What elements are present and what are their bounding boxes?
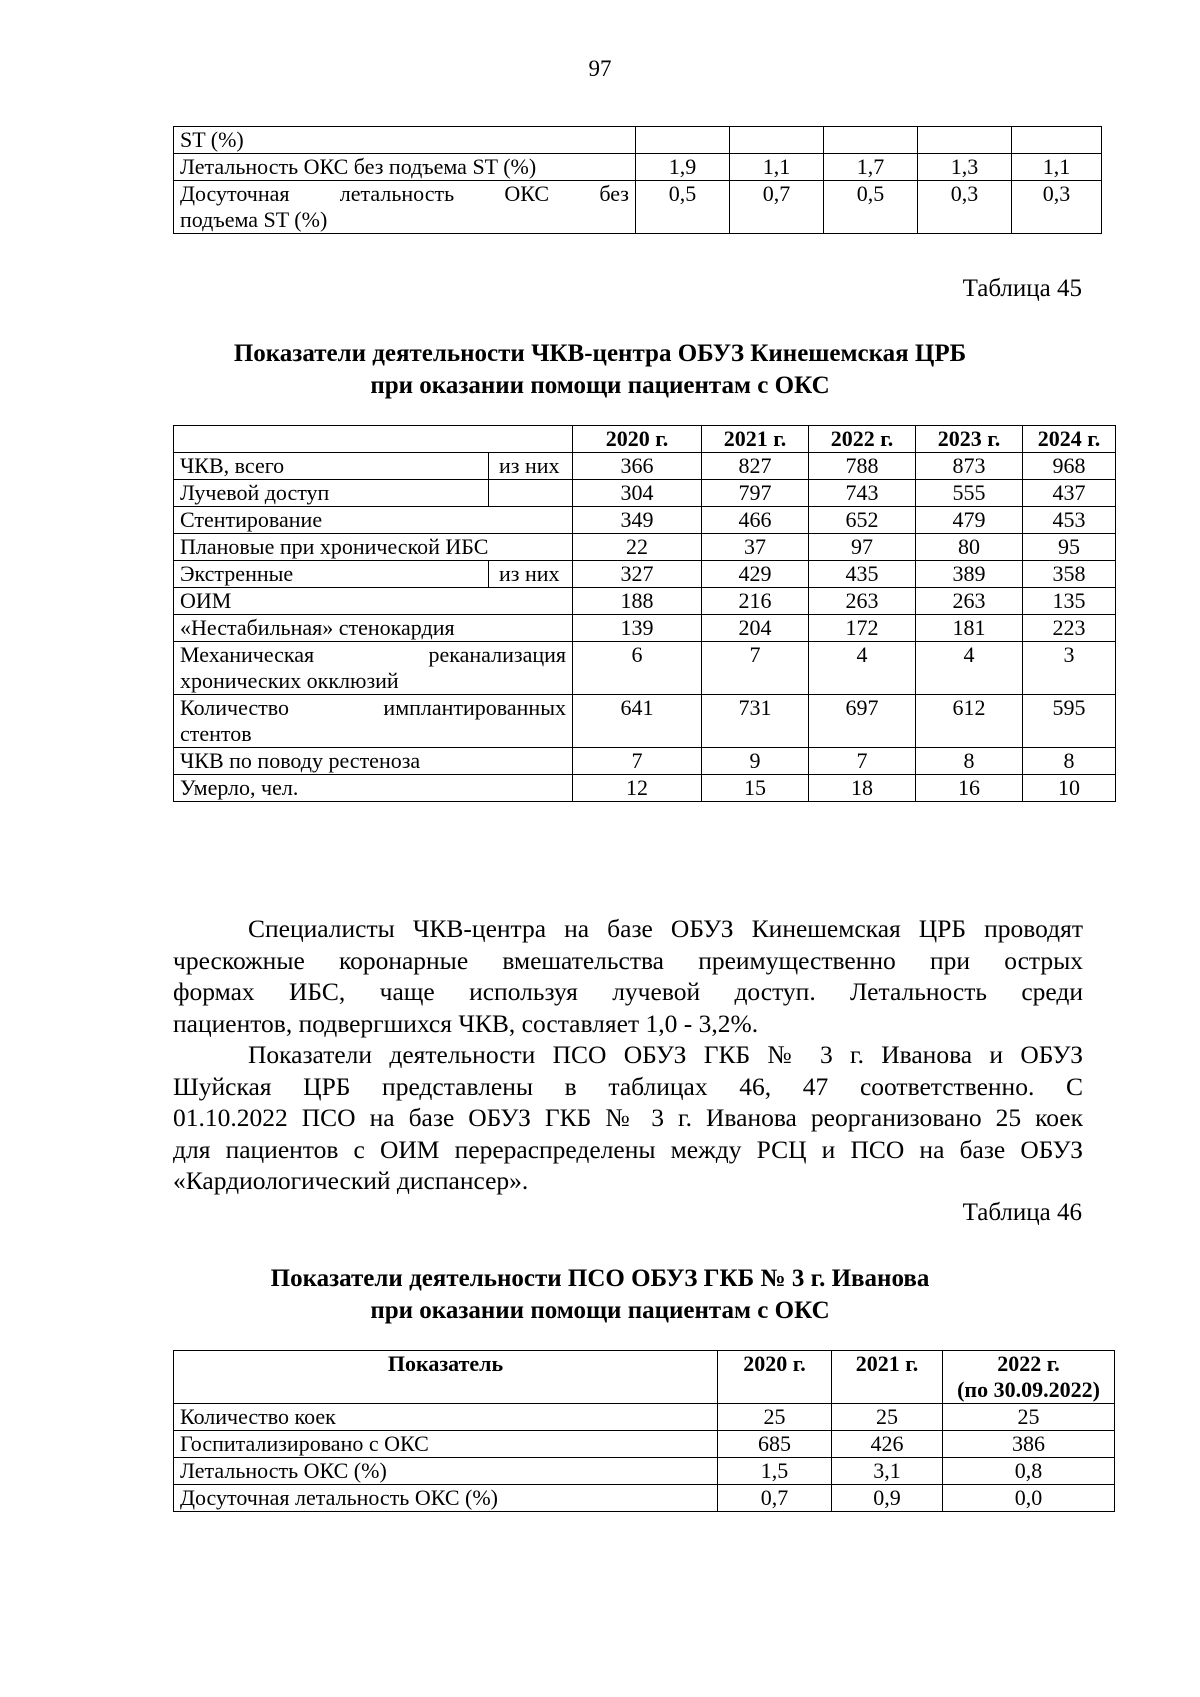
cell	[636, 127, 730, 154]
row-label: Плановые при хронической ИБС	[174, 534, 573, 561]
cell: 6	[573, 642, 702, 695]
row-label: Стентирование	[174, 507, 573, 534]
cell: 429	[702, 561, 809, 588]
table-row	[174, 588, 1116, 615]
header-year: 2023 г.	[916, 426, 1023, 453]
cell: 25	[943, 1404, 1115, 1431]
cell: 437	[1023, 480, 1116, 507]
cell: 0,3	[918, 181, 1012, 234]
cell: 7	[573, 748, 702, 775]
cell: 1,9	[636, 154, 730, 181]
cell: 172	[809, 615, 916, 642]
row-label: ST (%)	[174, 127, 636, 154]
cell: 223	[1023, 615, 1116, 642]
table-caption: Таблица 46	[962, 1199, 1082, 1226]
cell: 22	[573, 534, 702, 561]
cell: 8	[1023, 748, 1116, 775]
cell: 0,0	[943, 1485, 1115, 1512]
cell: 304	[573, 480, 702, 507]
cell: 788	[809, 453, 916, 480]
table-title: Показатели деятельности ПСО ОБУЗ ГКБ № 3 г. Иванова при оказании помощи пациентам с ОКС	[270, 1265, 930, 1324]
table-row	[174, 642, 1116, 695]
table-row	[174, 695, 1116, 748]
cell: 327	[573, 561, 702, 588]
cell: 263	[809, 588, 916, 615]
cell: 968	[1023, 453, 1116, 480]
row-sublabel: из них	[489, 453, 573, 480]
table-row	[174, 1458, 1115, 1485]
table-title: Показатели деятельности ЧКВ-центра ОБУЗ Кинешемская ЦРБ при оказании помощи пациентам с ОКС	[233, 340, 967, 399]
cell: 1,1	[730, 154, 824, 181]
cell: 366	[573, 453, 702, 480]
cell: 15	[702, 775, 809, 802]
cell: 386	[943, 1431, 1115, 1458]
cell: 612	[916, 695, 1023, 748]
page-number: 97	[588, 56, 612, 81]
table-header-row	[174, 426, 1116, 453]
cell: 0,7	[730, 181, 824, 234]
cell: 873	[916, 453, 1023, 480]
row-label: ЧКВ, всего	[174, 453, 489, 480]
row-label: Лучевой доступ	[174, 480, 489, 507]
body-text	[173, 913, 1083, 1197]
cell: 1,1	[1012, 154, 1102, 181]
table-row	[174, 127, 1102, 154]
cell: 466	[702, 507, 809, 534]
cell: 453	[1023, 507, 1116, 534]
cell: 188	[573, 588, 702, 615]
cell: 697	[809, 695, 916, 748]
cell: 8	[916, 748, 1023, 775]
paragraph: Показатели деятельности ПСО ОБУЗ ГКБ № 3 г. Иванова и ОБУЗ Шуйская ЦРБ представлены в таблицах 46, 47 соответственно. С 01.10.2022 ПСО на базе ОБУЗ ГКБ № 3 г. Иванова реорганизовано 25 коек для пациентов с ОИМ перераспределены между РСЦ и ПСО на базе ОБУЗ «Кардиологический диспансер».	[173, 1040, 1083, 1195]
header-year: 2022 г. (по 30.09.2022)	[943, 1351, 1115, 1404]
cell: 216	[702, 588, 809, 615]
cell: 4	[916, 642, 1023, 695]
cell: 797	[702, 480, 809, 507]
cell: 652	[809, 507, 916, 534]
cell: 18	[809, 775, 916, 802]
cell	[824, 127, 918, 154]
paragraph: Специалисты ЧКВ-центра на базе ОБУЗ Кинешемская ЦРБ проводят чрескожные коронарные вмешательства преимущественно при острых формах ИБС, чаще используя лучевой доступ. Летальность среди пациентов, подвергшихся ЧКВ, составляет 1,0 - 3,2%.	[173, 914, 1083, 1038]
cell: 12	[573, 775, 702, 802]
table-row	[174, 154, 1102, 181]
cell: 1,7	[824, 154, 918, 181]
cell: 555	[916, 480, 1023, 507]
table-row	[174, 1404, 1115, 1431]
cell: 7	[809, 748, 916, 775]
cell: 827	[702, 453, 809, 480]
cell: 426	[832, 1431, 943, 1458]
cell: 10	[1023, 775, 1116, 802]
header-year: 2021 г.	[832, 1351, 943, 1404]
cell	[730, 127, 824, 154]
cell: 3,1	[832, 1458, 943, 1485]
cell: 7	[702, 642, 809, 695]
cell: 0,7	[718, 1485, 832, 1512]
table-row	[174, 507, 1116, 534]
row-label: Количество имплантированных стентов	[174, 695, 573, 748]
table-continuation	[173, 126, 1102, 234]
table-row	[174, 181, 1102, 234]
cell: 4	[809, 642, 916, 695]
table-header-row	[174, 1351, 1115, 1404]
table-row	[174, 1485, 1115, 1512]
cell: 0,5	[636, 181, 730, 234]
cell: 9	[702, 748, 809, 775]
cell: 641	[573, 695, 702, 748]
table-46	[173, 1350, 1115, 1512]
cell: 80	[916, 534, 1023, 561]
cell: 0,8	[943, 1458, 1115, 1485]
cell: 1,3	[918, 154, 1012, 181]
cell: 204	[702, 615, 809, 642]
header-year: 2021 г.	[702, 426, 809, 453]
row-label: Досуточная летальность ОКС (%)	[174, 1485, 718, 1512]
row-label: «Нестабильная» стенокардия	[174, 615, 573, 642]
row-label: Экстренные	[174, 561, 489, 588]
cell: 97	[809, 534, 916, 561]
cell: 3	[1023, 642, 1116, 695]
cell: 0,9	[832, 1485, 943, 1512]
cell: 358	[1023, 561, 1116, 588]
table-row	[174, 615, 1116, 642]
cell: 349	[573, 507, 702, 534]
cell: 25	[718, 1404, 832, 1431]
cell: 595	[1023, 695, 1116, 748]
cell: 0,5	[824, 181, 918, 234]
header-year: 2020 г.	[573, 426, 702, 453]
table-row	[174, 561, 1116, 588]
cell: 743	[809, 480, 916, 507]
row-label: Досуточная летальность ОКС без подъема ST (%)	[174, 181, 636, 234]
cell	[1012, 127, 1102, 154]
row-label: Умерло, чел.	[174, 775, 573, 802]
row-sublabel	[489, 480, 573, 507]
cell: 181	[916, 615, 1023, 642]
cell: 731	[702, 695, 809, 748]
header-year: 2020 г.	[718, 1351, 832, 1404]
row-label: Летальность ОКС (%)	[174, 1458, 718, 1485]
table-row	[174, 534, 1116, 561]
header-year: 2022 г.	[809, 426, 916, 453]
row-label: Госпитализировано с ОКС	[174, 1431, 718, 1458]
table-row	[174, 748, 1116, 775]
table-caption: Таблица 45	[962, 275, 1082, 302]
row-label: ЧКВ по поводу рестеноза	[174, 748, 573, 775]
row-sublabel: из них	[489, 561, 573, 588]
cell: 139	[573, 615, 702, 642]
cell: 685	[718, 1431, 832, 1458]
row-label: Летальность ОКС без подъема ST (%)	[174, 154, 636, 181]
header-empty	[174, 426, 573, 453]
cell: 135	[1023, 588, 1116, 615]
table-row	[174, 1431, 1115, 1458]
table-row	[174, 775, 1116, 802]
table-45	[173, 425, 1116, 802]
cell: 37	[702, 534, 809, 561]
cell	[918, 127, 1012, 154]
header-year: 2024 г.	[1023, 426, 1116, 453]
cell: 16	[916, 775, 1023, 802]
cell: 479	[916, 507, 1023, 534]
row-label: ОИМ	[174, 588, 573, 615]
cell: 95	[1023, 534, 1116, 561]
row-label: Количество коек	[174, 1404, 718, 1431]
cell: 263	[916, 588, 1023, 615]
cell: 435	[809, 561, 916, 588]
cell: 25	[832, 1404, 943, 1431]
cell: 0,3	[1012, 181, 1102, 234]
row-label: Механическая реканализация хронических окклюзий	[174, 642, 573, 695]
table-row	[174, 480, 1116, 507]
cell: 389	[916, 561, 1023, 588]
table-row	[174, 453, 1116, 480]
cell: 1,5	[718, 1458, 832, 1485]
header-indicator: Показатель	[174, 1351, 718, 1404]
